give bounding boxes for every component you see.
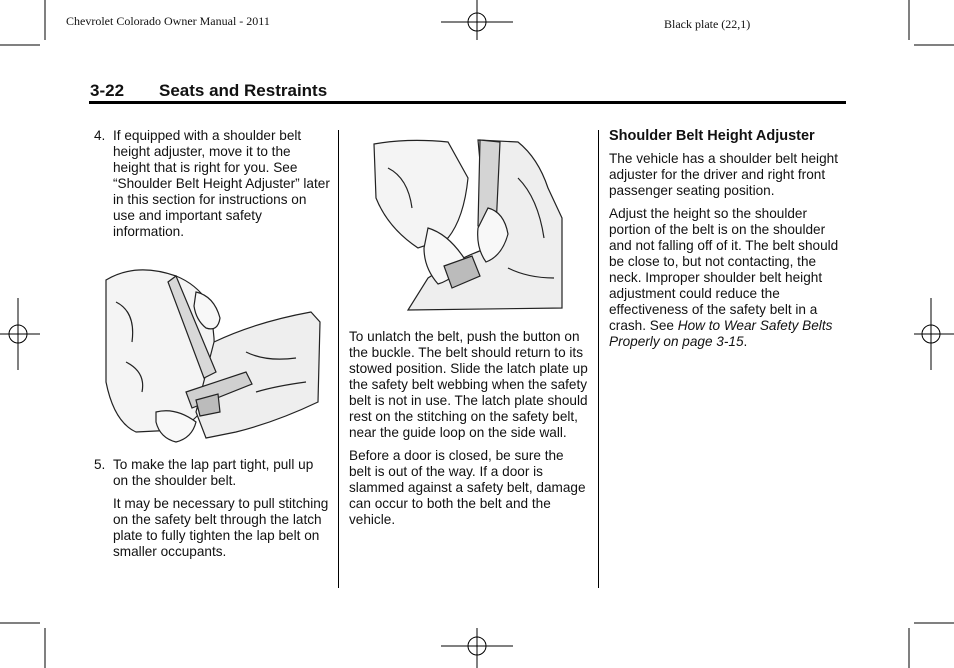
registration-mark-left xyxy=(0,298,40,370)
adjuster-intro-paragraph: The vehicle has a shoulder belt height adjuster for the driver and right front passenger seating position. xyxy=(609,151,838,198)
step-4-number: 4. xyxy=(94,128,106,143)
column-1 xyxy=(94,128,330,247)
step-4 xyxy=(94,128,330,240)
step-5-text: To make the lap part tight, pull up on the shoulder belt. xyxy=(113,457,314,488)
step-5-note: It may be necessary to pull stitching on the safety belt through the latch plate to fully tighten the lap belt on smaller occupants. xyxy=(113,496,329,559)
step-4-text: If equipped with a shoulder belt height adjuster, move it to the height that is right for you. See “Shoulder Belt Height Adjuster” later in this section for instructions on use and important safety information. xyxy=(113,128,330,239)
step-5 xyxy=(94,457,330,489)
adjust-height-end: . xyxy=(743,334,748,349)
step-5-number: 5. xyxy=(94,457,106,472)
column-2 xyxy=(349,329,589,535)
column-divider-2 xyxy=(598,130,599,588)
registration-mark-right xyxy=(914,298,954,370)
column-1-lower xyxy=(94,457,330,567)
door-warning-paragraph: Before a door is closed, be sure the belt is out of the way. If a door is slammed against a safety belt, damage can occur to both the belt and the vehicle. xyxy=(349,448,586,527)
registration-mark-bottom xyxy=(441,628,513,668)
lap-belt-tightening-illustration xyxy=(96,262,322,448)
adjust-height-text: Adjust the height so the shoulder portion of the belt is on the shoulder and not falling off of it. The belt should be close to, but not contacting, the neck. Improper shoulder belt height adjustment could reduce the effectiveness of the safety belt in a crash. See xyxy=(609,206,839,333)
section-title: Seats and Restraints xyxy=(159,81,328,100)
running-header-title: Chevrolet Colorado Owner Manual - 2011 xyxy=(66,14,270,28)
plate-label: Black plate (22,1) xyxy=(664,17,751,31)
page-number: 3-22 xyxy=(90,81,125,100)
unlatch-paragraph: To unlatch the belt, push the button on the buckle. The belt should return to its stowed position. Slide the latch plate up the safety belt webbing when the safety belt is not in use. The latch plate should rest on the stitching on the safety belt, near the guide loop on the side wall. xyxy=(349,329,588,440)
header-rule xyxy=(89,101,846,104)
buckle-unlatch-illustration xyxy=(368,138,564,312)
column-divider-1 xyxy=(338,130,339,588)
registration-mark-top xyxy=(441,0,513,40)
subsection-heading: Shoulder Belt Height Adjuster xyxy=(609,128,815,144)
cross-reference-link[interactable]: How to Wear Safety Belts Properly on page 3-15 xyxy=(609,318,833,349)
column-3 xyxy=(609,128,846,357)
adjust-height-paragraph xyxy=(609,206,846,350)
